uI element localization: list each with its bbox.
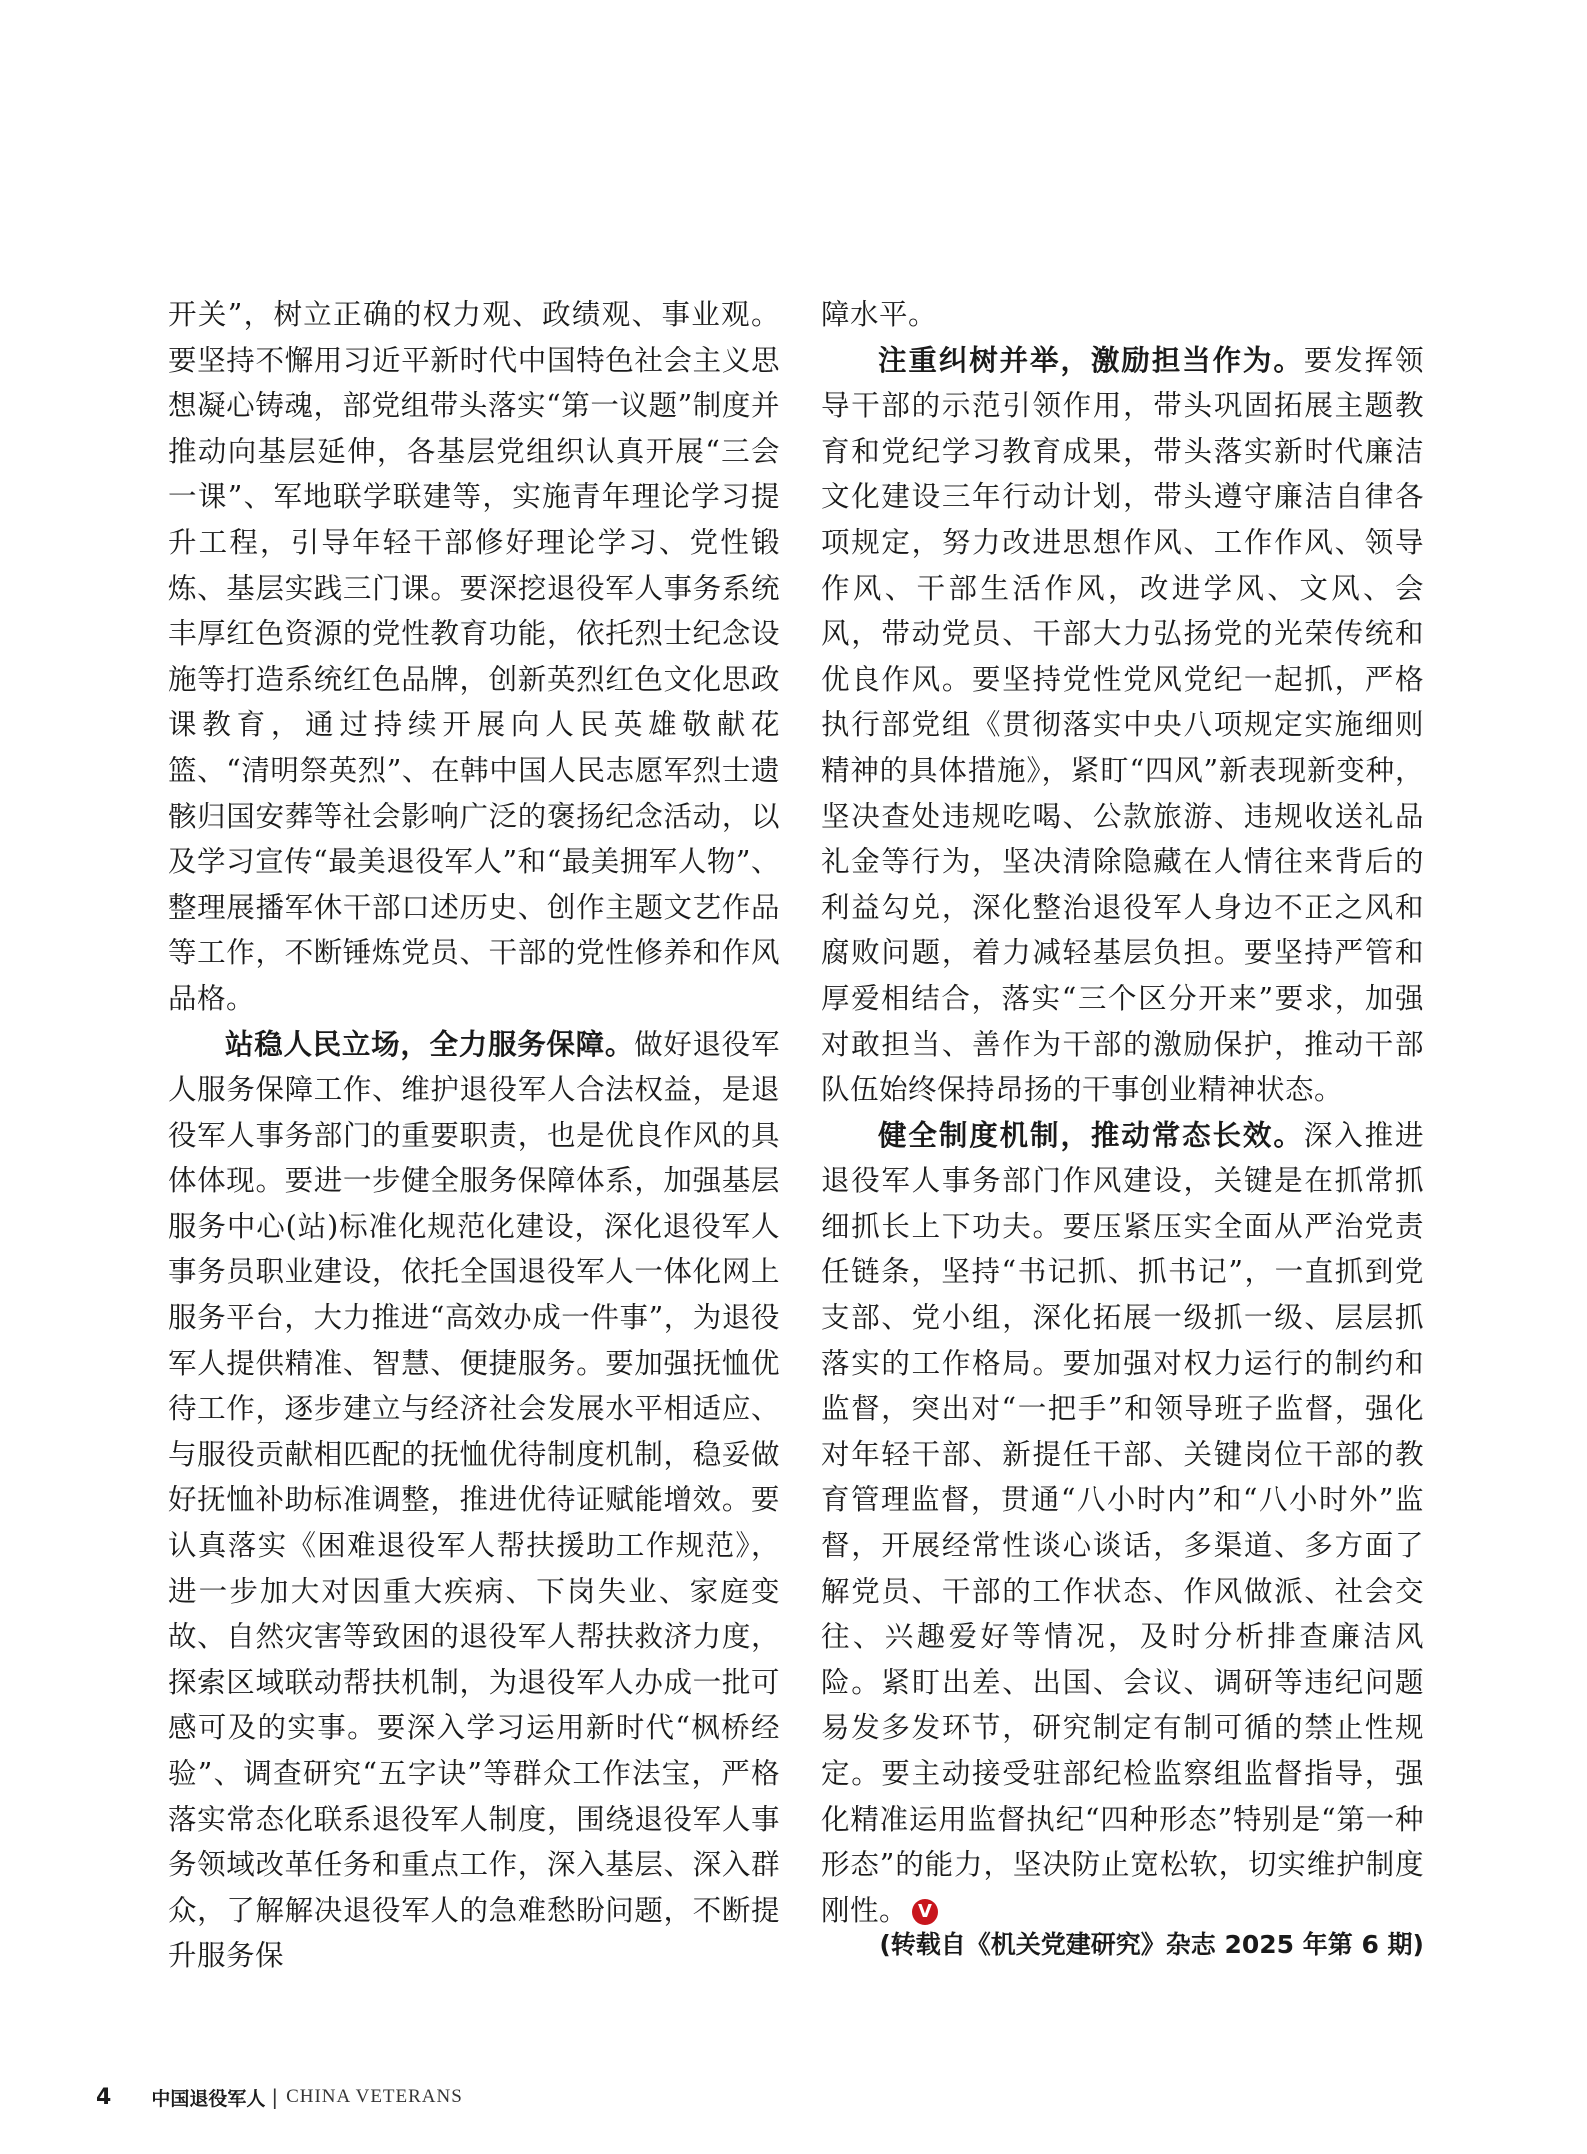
paragraph-5 <box>821 1113 1424 1934</box>
end-mark-icon: V <box>912 1899 938 1925</box>
magazine-name-cn: 中国退役军人 <box>151 2087 266 2110</box>
paragraph-5-text: 深入推进退役军人事务部门作风建设，关键是在抓常抓细抓长上下功夫。要压紧压实全面从严治党责任链条，坚持“书记抓、抓书记”，一直抓到党支部、党小组，深化拓展一级抓一级、层层抓落实的工作格局。要加强对权力运行的制约和监督，突出对“一把手”和领导班子监督，强化对年轻干部、新提任干部、关键岗位干部的教育管理监督，贯通“八小时内”和“八小时外”监督，开展经常性谈心谈话，多渠道、多方面了解党员、干部的工作状态、作风做派、社会交往、兴趣爱好等情况，及时分析排查廉洁风险。紧盯出差、出国、会议、调研等违纪问题易发多发环节，研究制定有制可循的禁止性规定。要主动接受驻部纪检监察组监督指导，强化精准运用监督执纪“四种形态”特别是“第一种形态”的能力，坚决防止宽松软，切实维护制度刚性。 <box>821 1118 1424 1927</box>
paragraph-2-heading: 站稳人民立场，全力服务保障。 <box>225 1026 635 1061</box>
right-column <box>821 292 1424 1933</box>
footer-separator: | <box>271 2085 279 2109</box>
page-footer <box>96 2079 463 2115</box>
page-number: 4 <box>96 2084 112 2110</box>
paragraph-3 <box>821 292 1424 338</box>
paragraph-5-heading: 健全制度机制，推动常态长效。 <box>878 1117 1304 1152</box>
paragraph-3-text: 障水平。 <box>821 298 938 331</box>
left-column <box>168 292 780 1979</box>
paragraph-1 <box>168 292 780 1022</box>
magazine-name-en: CHINA VETERANS <box>286 2086 463 2107</box>
paragraph-2-text: 做好退役军人服务保障工作、维护退役军人合法权益，是退役军人事务部门的重要职责，也是优良作风的具体体现。要进一步健全服务保障体系，加强基层服务中心(站)标准化规范化建设，深化退役军人事务员职业建设，依托全国退役军人一体化网上服务平台，大力推进“高效办成一件事”，为退役军人提供精准、智慧、便捷服务。要加强抚恤优待工作，逐步建立与经济社会发展水平相适应、与服役贡献相匹配的抚恤优待制度机制，稳妥做好抚恤补助标准调整，推进优待证赋能增效。要认真落实《困难退役军人帮扶援助工作规范》，进一步加大对因重大疾病、下岗失业、家庭变故、自然灾害等致困的退役军人帮扶救济力度，探索区域联动帮扶机制，为退役军人办成一批可感可及的实事。要深入学习运用新时代“枫桥经验”、调查研究“五字诀”等群众工作法宝，严格落实常态化联系退役军人制度，围绕退役军人事务领域改革任务和重点工作，深入基层、深入群众，了解解决退役军人的急难愁盼问题，不断提升服务保 <box>168 1027 780 1973</box>
paragraph-1-text: 开关”，树立正确的权力观、政绩观、事业观。要坚持不懈用习近平新时代中国特色社会主义思想凝心铸魂，部党组带头落实“第一议题”制度并推动向基层延伸，各基层党组织认真开展“三会一课”、军地联学联建等，实施青年理论学习提升工程，引导年轻干部修好理论学习、党性锻炼、基层实践三门课。要深挖退役军人事务系统丰厚红色资源的党性教育功能，依托烈士纪念设施等打造系统红色品牌，创新英烈红色文化思政课教育，通过持续开展向人民英雄敬献花篮、“清明祭英烈”、在韩中国人民志愿军烈士遗骸归国安葬等社会影响广泛的褒扬纪念活动，以及学习宣传“最美退役军人”和“最美拥军人物”、整理展播军休干部口述历史、创作主题文艺作品等工作，不断锤炼党员、干部的党性修养和作风品格。 <box>168 298 780 1015</box>
source-note: (转载自《机关党建研究》杂志 2025 年第 6 期) <box>879 1930 1424 1959</box>
paragraph-4 <box>821 338 1424 1113</box>
paragraph-4-text: 要发挥领导干部的示范引领作用，带头巩固拓展主题教育和党纪学习教育成果，带头落实新时代廉洁文化建设三年行动计划，带头遵守廉洁自律各项规定，努力改进思想作风、工作作风、领导作风、干部生活作风，改进学风、文风、会风，带动党员、干部大力弘扬党的光荣传统和优良作风。要坚持党性党风党纪一起抓，严格执行部党组《贯彻落实中央八项规定实施细则精神的具体措施》，紧盯“四风”新表现新变种，坚决查处违规吃喝、公款旅游、违规收送礼品礼金等行为，坚决清除隐藏在人情往来背后的利益勾兑，深化整治退役军人身边不正之风和腐败问题，着力减轻基层负担。要坚持严管和厚爱相结合，落实“三个区分开来”要求，加强对敢担当、善作为干部的激励保护，推动干部队伍始终保持昂扬的干事创业精神状态。 <box>821 343 1424 1107</box>
paragraph-4-heading: 注重纠树并举，激励担当作为。 <box>878 342 1304 377</box>
paragraph-2 <box>168 1022 780 1979</box>
